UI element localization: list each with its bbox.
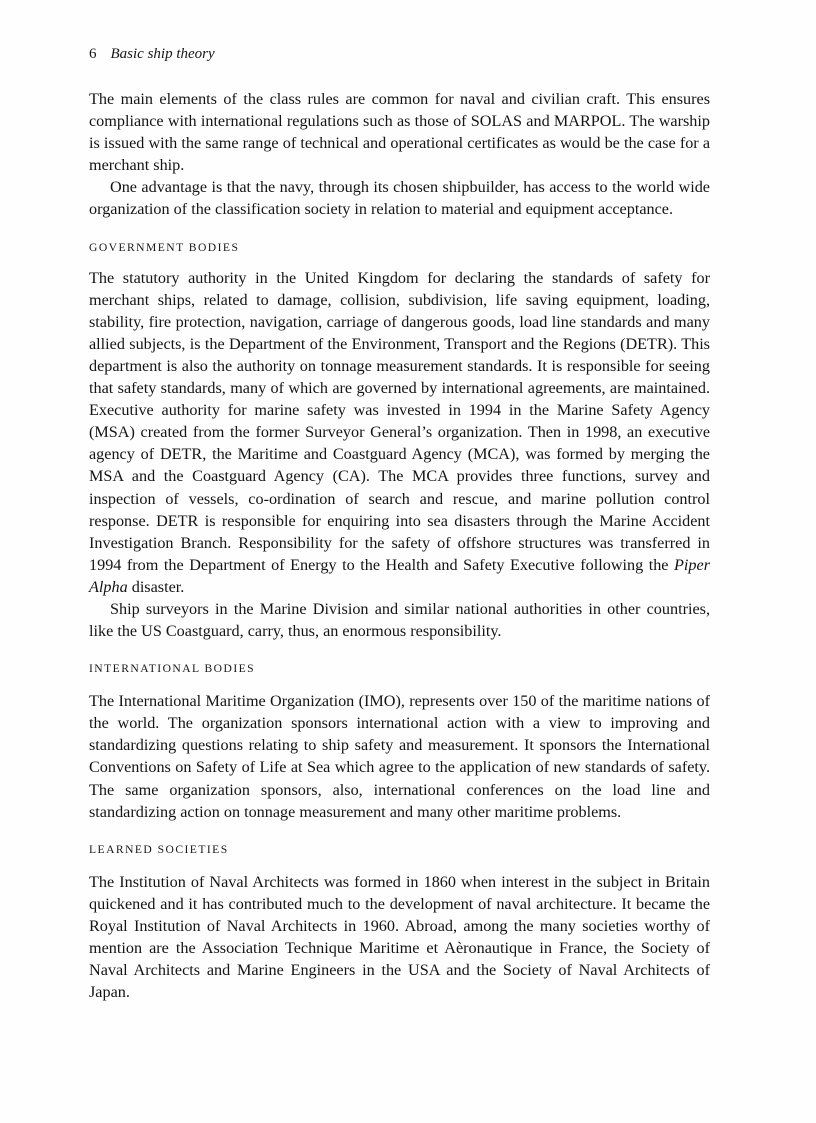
- statutory-text-part-2: disaster.: [127, 577, 185, 596]
- page-number: 6: [89, 46, 97, 62]
- spacer: [89, 823, 710, 842]
- spacer: [89, 642, 710, 661]
- statutory-text-part-1: The statutory authority in the United Kingdom for declaring the standards of safety for merchant ships, related to damage, collision, subdivision, life saving equipment, loading, stability, fire protection, navigation, carriage of dangerous goods, load line standards and many allied subjects, is the Department of the Environment, Transport and the Regions (DETR). This department is also the authority on tonnage measurement standards. It is responsible for seeing that safety standards, many of which are governed by international agreements, are maintained. Executive authority for marine safety was invested in 1994 in the Marine Safety Agency (MSA) created from the former Surveyor General’s organization. Then in 1998, an executive agency of DETR, the Maritime and Coastguard Agency (MCA), was formed by merging the MSA and the Coastguard Agency (CA). The MCA provides three functions, survey and inspection of vessels, co-ordination of search and rescue, and marine pollution control response. DETR is responsible for enquiring into sea disasters through the Marine Accident Investigation Branch. Responsibility for the safety of offshore structures was transferred in 1994 from the Department of Energy to the Health and Safety Executive following the: [89, 268, 710, 574]
- running-head-title: Basic ship theory: [110, 46, 215, 62]
- spacer: [89, 221, 710, 240]
- paragraph-ship-surveyors: Ship surveyors in the Marine Division and similar national authorities in other countries, like the US Coastguard, carry, thus, an enormous responsibility.: [89, 599, 710, 641]
- paragraph-navy-advantage: One advantage is that the navy, through its chosen shipbuilder, has access to the world wide organization of the classification society in relation to material and equipment acceptance.: [89, 178, 710, 219]
- paragraph-learned-societies: The Institution of Naval Architects was formed in 1860 when interest in the subject in Britain quickened and it has contributed much to the development of naval architecture. It became the Royal Institution of Naval Architects in 1960. Abroad, among the many societies worthy of mention are the Association Technique Maritime et Aèronautique in France, the Society of Naval Architects and Marine Engineers in the USA and the Society of Naval Architects of Japan.: [89, 872, 710, 1002]
- page-text-column: [89, 44, 710, 1003]
- spacer: [89, 677, 710, 690]
- heading-learned-societies: LEARNED SOCIETIES: [89, 842, 229, 856]
- running-head: [89, 44, 710, 64]
- spacer: [89, 858, 710, 871]
- piper-alpha-italic: Piper Alpha: [89, 555, 710, 596]
- spacer: [89, 256, 710, 267]
- paragraph-class-rules: The main elements of the class rules are common for naval and civilian craft. This ensures compliance with international regulations such as those of SOLAS and MARPOL. The warship is issued with the same range of technical and operational certificates as would be the case for a merchant ship.: [89, 90, 710, 175]
- heading-international-bodies: INTERNATIONAL BODIES: [89, 662, 256, 676]
- heading-government-bodies: GOVERNMENT BODIES: [89, 240, 240, 254]
- paragraph-imo: The International Maritime Organization (IMO), represents over 150 of the maritime nations of the world. The organization sponsors international action with a view to improving and standardizing questions relating to ship safety and measurement. It sponsors the International Conventions on Safety of Life at Sea which agree to the application of new standards of safety. The same organization sponsors, also, international conferences on the load line and standardizing action on tonnage measurement and many other maritime problems.: [89, 692, 710, 821]
- paragraph-statutory-authority: [89, 267, 710, 598]
